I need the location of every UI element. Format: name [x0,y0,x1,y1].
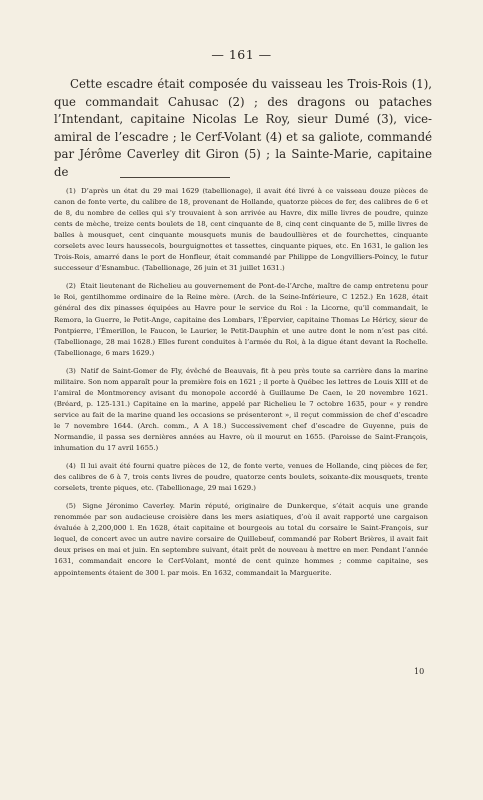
footnote-number: (4) [66,462,76,471]
page-number: — 161 — [211,47,272,62]
signature-mark: 10 [414,667,425,676]
main-text [54,76,432,182]
footnote-separator [120,177,230,178]
footnote-2 [54,281,428,358]
main-paragraph: Cette escadre était composée du vaisseau les Trois-Rois (1), que commandait Cahusac (2) ; des dragons ou pataches l’Intendant, capitaine Nicolas Le Roy, sieur Dumé (3), vice-amiral de l’escadre ; le Cerf-Volant (4) et sa galiote, commandé par Jérôme Caverley dit Giron (5) ; la Sainte-Marie, capitaine de [54,77,432,179]
footnote-text: Il lui avait été fourni quatre pièces de 12, de fonte verte, venues de Hollande, cinq pièces de fer, des calibres de 6 à 7, trois cents livres de poudre, quatorze cents boulets, soixante-dix mousquets, trente corselets, trente piques, etc. (Tabellionage, 29 mai 1629.) [54,462,428,493]
footnotes [54,186,428,586]
footnote-number: (3) [66,366,76,375]
footnote-5 [54,501,428,578]
footnote-4 [54,461,428,494]
footnote-number: (2) [66,282,76,291]
footnote-3 [54,366,428,454]
footnote-text: Signe Jéronimo Caverley. Marin réputé, originaire de Dunkerque, s’était acquis une grande renommée par son audacieuse croisière dans les mers asiatiques, d’où il avait rapporté une cargaison évaluée à 2,200,000 l. En 1628, était capitaine et bourgeois au total du corsaire le Saint-François, sur lequel, de concert avec un autre navire corsaire de Quillebeuf, commandé par Robert Brières, il avait fait deux prises en mai et juin. En septembre suivant, était prêt de nouveau à mettre en mer. Pendant l’année 1631, commandait encore le Cerf-Volant, monté de cent quinze hommes ; comme capitaine, ses appointements étaient de 300 l. par mois. En 1632, commandait la Marguerite. [54,502,428,577]
footnote-1 [54,186,428,274]
footnote-text: Natif de Saint-Gomer de Fly, évêché de Beauvais, fit à peu près toute sa carrière dans la marine militaire. Son nom apparaît pour la première fois en 1621 ; il porte à Québec les lettres de Louis XIII et de l’amiral de Montmorency avisant du monopole accordé à Guillaume De Caen, le 20 novembre 1621. (Bréard, p. 125-131.) Capitaine en la marine, appelé par Richelieu le 7 octobre 1635, pour « y rendre service au fait de la marine quand les occasions se présenteront », il reçut commission de chef d’escadre le 7 novembre 1644. (Arch. comm., A A 18.) Successivement chef d’escadre de Guyenne, puis de Normandie, il passa ses dernières années au Havre, où il mourut en 1655. (Paroisse de Saint-François, inhumation du 17 avril 1655.) [54,366,428,453]
footnote-text: Était lieutenant de Richelieu au gouvernement de Pont-de-l’Arche, maître de camp entretenu pour le Roi, gentilhomme ordinaire de la Reine mère. (Arch. de la Seine-Inférieure, C 1252.) En 1628, était général des dix pinasses équipées au Havre pour le service du Roi : la Licorne, qu’il commandait, le Remora, la Guerre, le Petit-Ange, capitaine des Lombars, l’Épervier, capitaine Thomas Le Héricy, sieur de Pontpierre, l’Émerillon, le Faucon, le Laurier, le Petit-Dauphin et une autre dont le nom n’est pas cité. (Tabellionage, 28 mai 1628.) Elles furent conduites à l’armée du Roi, à la digue étant devant la Rochelle. (Tabellionage, 6 mars 1629.) [54,282,428,357]
footnote-number: (1) [66,187,76,195]
footnote-text: D’après un état du 29 mai 1629 (tabellionage), il avait été livré à ce vaisseau douze pièces de canon de fonte verte, du calibre de 18, provenant de Hollande, quatorze pièces de fer, des calibres de 6 et de 8, du nombre de celles qui s’y trouvaient à son arrivée au Havre, dix mille livres de poudre, quinze cents de mèche, treize cents boulets de 18, cent cinquante de 8, cinq cent cinquante de 5, mille livres de balles à mousquet, cent cinquante mousquets munis de baudoullières et de fourchettes, cinquante corselets avec leurs haussecols, bourguignottes et tassettes, cinquante piques, etc. En 1631, le galion les Trois-Rois, amarré dans le port de Honfleur, était commandé par Philippe de Longvilliers-Poincy, le futur successeur d’Esnambuc. (Tabellionage, 26 juin et 31 juillet 1631.) [54,187,428,273]
footnote-number: (5) [66,502,76,511]
